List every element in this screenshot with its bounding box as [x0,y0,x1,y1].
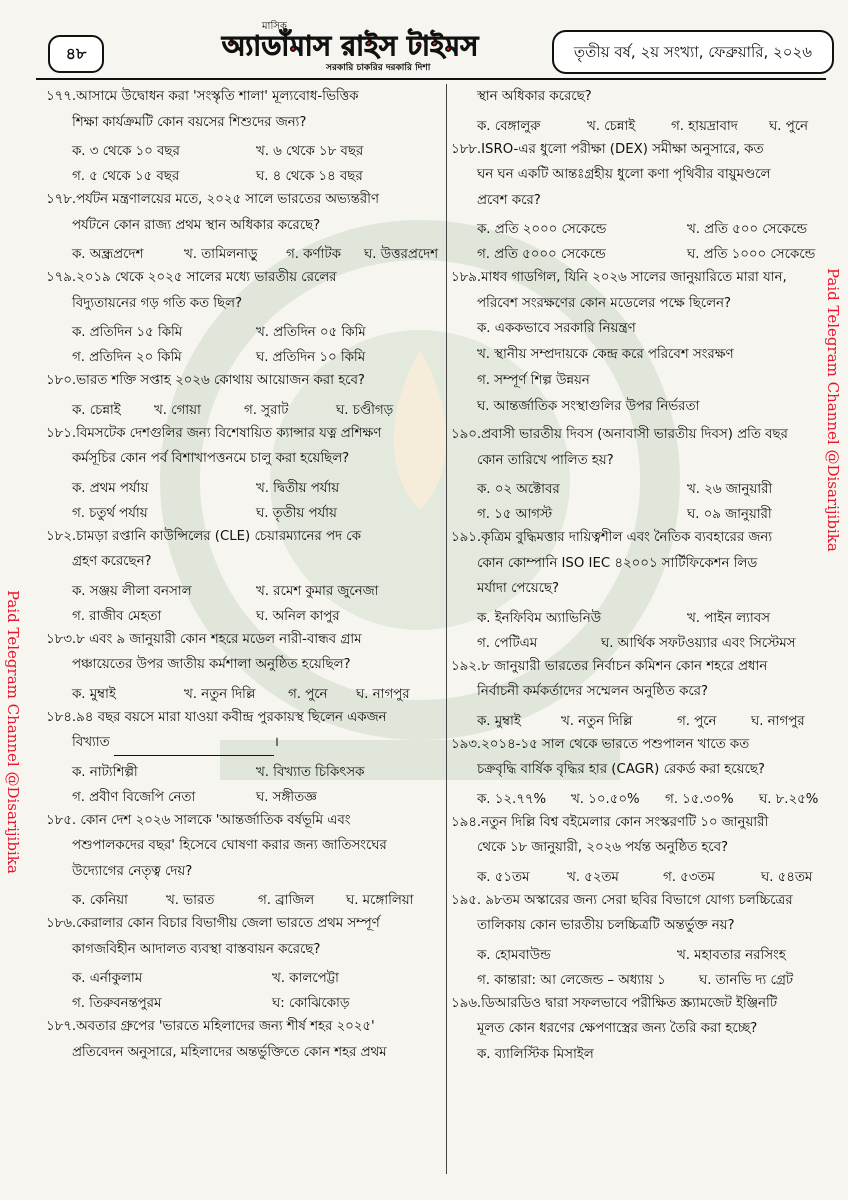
option: খ. প্রতি ৫০০ সেকেন্ডে [687,222,808,237]
question-text: গ্রহণ করেছেন? [72,554,152,569]
header-rule [36,78,826,80]
option: ক. ১২.৭৭% [477,791,547,807]
right-column [451,84,831,1070]
question-text: বিদ্যুতায়নের গড় গতি কত ছিল? [72,295,243,311]
question-187 [46,1014,444,1065]
option: খ. বিখ্যাত চিকিৎসক [256,764,365,780]
question-text: ১৯১.কৃত্রিম বুদ্ধিমত্তার দায়িত্বশীল এবং নৈতিক ব্যবহারের জন্য [451,530,773,545]
option: ক. ৫১তম [477,869,530,885]
question-text: থেকে ১৮ জানুয়ারী, ২০২৬ পর্যন্ত অনুষ্ঠিত হবে? [477,840,729,855]
option: খ. স্থানীয় সম্প্রদায়কে কেন্দ্র করে পরিবেশ সংরক্ষণ [477,347,734,362]
option: গ. ৫৩তম [663,869,715,885]
question-text: কাগজবিহীন আদালত ব্যবস্থা বাস্তবায়ন করেছে? [72,941,321,957]
option: গ. পুনে [677,713,717,729]
question-189 [451,265,831,420]
page-number: ৪৮ [48,35,104,73]
option: গ. পুনে [288,686,328,702]
question-text: পরিবেশ সংরক্ষণের কোন মডেলের পক্ষে ছিলেন? [477,295,731,311]
question-192 [451,654,831,730]
option: গ. প্রতিদিন ২০ কিমি [72,350,182,365]
option: গ. চতুর্থ পর্যায় [72,505,148,521]
question-text: পঞ্চায়েতের উপর জাতীয় কর্মশালা অনুষ্ঠিত হয়েছিল? [72,657,351,672]
question-text: কর্মসূচির কোন পর্ব বিশাখাপত্তনমে চালু করা হয়েছিল? [72,451,350,466]
question-185 [46,808,444,910]
page-header [0,0,848,82]
option: খ. ৬ থেকে ১৮ বছর [256,144,364,159]
question-text: ১৯৫. ৯৮তম অস্কারের জন্য সেরা ছবির বিভাগে যোগ্য চলচ্চিত্রের [451,892,793,908]
blank-period: । [273,735,279,750]
option: ঘ. নাগপুর [751,713,805,729]
question-text: ১৯০.প্রবাসী ভারতীয় দিবস (অনাবাসী ভারতীয় দিবস) প্রতি বছর [451,427,788,442]
column-divider [446,84,447,1174]
question-text: ১৮০.ভারত শক্তি সপ্তাহ ২০২৬ কোথায় আয়োজন করা হবে? [46,373,365,388]
option: খ. ভারত [166,893,215,908]
question-text: ১৯৩.২০১৪-১৫ সাল থেকে ভারতে পশুপালন খাতে কত [451,736,750,752]
option: খ. গোয়া [154,402,201,418]
question-183 [46,627,444,703]
option: গ. তিরুবনন্তপুরম [72,996,162,1011]
option: ক. ব্যালিস্টিক মিসাইল [477,1046,594,1062]
option: ঘ. তানভি দ্য গ্রেট [699,972,794,988]
option: গ. পেটিএম [477,635,538,651]
question-text: ঘন ঘন একটি আন্তঃগ্রহীয় ধুলো কণা পৃথিবীর বায়ুমণ্ডলে [477,167,771,182]
option: গ. ৫ থেকে ১৫ বছর [72,169,180,184]
option: ঘ. প্রতিদিন ১০ কিমি [256,350,366,365]
option: গ. কর্ণাটক [286,247,341,262]
fill-in-blank [114,741,274,756]
option: খ. ২৬ জানুয়ারী [687,482,773,497]
option: ঘ. ০৯ জানুয়ারী [687,507,772,522]
question-text: স্থান অধিকার করেছে? [477,89,592,104]
question-188 [451,137,831,264]
left-column [46,84,444,1067]
option: খ. চেন্নাই [587,118,636,134]
question-text: মূলত কোন ধরণের ক্ষেপণাস্ত্রের জন্য তৈরি করা হচ্ছে? [477,1021,758,1036]
side-watermark-left: Paid Telegram Channel @Disarijibika [4,590,22,874]
option: ক. মুম্বাই [477,713,521,729]
question-181 [46,421,444,522]
magazine-logo-title: অ্যাডাঁমাস রাইস টাইমস [222,31,479,62]
option: গ. প্রতি ৫০০০ সেকেন্ডে [477,247,606,262]
option: ঘ. তৃতীয় পর্যায় [256,505,337,521]
option: ক. হোমবাউন্ড [477,947,551,963]
question-195 [451,888,831,989]
question-177 [46,84,444,185]
question-186 [46,911,444,1012]
option: গ. রাজীব মেহতা [72,608,162,624]
question-180 [46,368,444,419]
question-text: ১৭৯.২০১৯ থেকে ২০২৫ সালের মধ্যে ভারতীয় রেলের [46,270,337,285]
option: ঘ. চণ্ডীগড় [336,402,394,418]
option: ঘ. মঙ্গোলিয়া [346,893,414,908]
question-184 [46,705,444,806]
question-text: ১৯৬.ডিআরডিও দ্বারা সফলভাবে পরীক্ষিত স্ক্র্যামজেট ইঞ্জিনটি [451,995,778,1011]
magazine-tagline: সরকারি চাকরির দরকারি দিশা [326,63,431,73]
option: খ. প্রতিদিন ০৫ কিমি [256,325,366,340]
side-watermark-right: Paid Telegram Channel @Disarijibika [824,268,842,552]
option: ক. সঞ্জয় লীলা বনসাল [72,583,192,599]
option: ঘ. ৫৪তম [761,869,813,885]
option: ক. নাট্যশিল্পী [72,764,138,780]
question-text: পশুপালকদের বছর' হিসেবে ঘোষণা করার জন্য জাতিসংঘের [72,838,387,853]
question-text: নির্বাচনী কর্মকর্তাদের সম্মেলন অনুষ্ঠিত করে? [477,684,709,699]
option: ঘ. আন্তর্জাতিক সংস্থাগুলির উপর নির্ভরতা [477,399,700,414]
question-text: প্রতিবেদন অনুসারে, মহিলাদের অন্তর্ভুক্তিতে কোন শহর প্রথম [72,1044,387,1060]
option: খ. পাইন ল্যাবস [687,610,770,626]
option: ক. প্রতিদিন ১৫ কিমি [72,325,183,340]
option: গ. ১৫ আগস্ট [477,507,552,522]
question-text: চক্রবৃদ্ধি বার্ষিক বৃদ্ধির হার (CAGR) রেকর্ড করা হয়েছে? [477,762,765,777]
option: ঘ. ৮.২৫% [759,791,819,807]
question-text: ১৮৭.অবতার গ্রুপের 'ভারতে মহিলাদের জন্য শীর্ষ শহর ২০২৫' [46,1019,375,1034]
question-193 [451,732,831,808]
option: গ. প্রবীণ বিজেপি নেতা [72,789,196,805]
option: ক. ০২ অক্টোবর [477,482,560,497]
option: ক. কেনিয়া [72,893,128,908]
question-text: ১৮৪.৯৪ বছর বয়সে মারা যাওয়া কবীন্দ্র পুরকায়স্থ ছিলেন একজন [46,709,387,725]
question-text: ১৯৪.নতুন দিল্লি বিশ্ব বইমেলার কোন সংস্করণটি ১০ জানুয়ারী [451,814,769,830]
option: ঘ. পুনে [769,118,808,134]
question-text: ১৮৯.মাধব গাডগিল, যিনি ২০২৬ সালের জানুয়ারিতে মারা যান, [451,270,787,285]
question-text: কোন তারিখে পালিত হয়? [477,452,614,468]
option: ক. ইনফিবিম অ্যাভিনিউ [477,610,601,626]
question-194 [451,810,831,886]
option: খ. নতুন দিল্লি [561,713,633,729]
question-text: বিখ্যাত [72,735,110,750]
option: ঘ. অনিল কাপুর [256,608,340,624]
option: গ. সুরাট [244,402,289,418]
option: খ. ৫২তম [567,869,619,885]
question-182 [46,524,444,625]
question-text: ১৭৭.আসামে উদ্বোধন করা 'সংস্কৃতি শালা' মূল্যবোধ-ভিত্তিক [46,89,359,104]
option: ক. চেন্নাই [72,402,121,418]
question-text: ১৮৮.ISRO-এর ধুলো পরীক্ষা (DEX) সমীক্ষা অনুসারে, কত [451,141,764,157]
magazine-frequency: মাসিক [262,21,287,32]
question-187-continued [451,84,831,135]
question-text: ১৭৮.পর্যটন মন্ত্রণালয়ের মতে, ২০২৫ সালে ভারতের অভ্যন্তরীণ [46,192,379,207]
option: ক. মুম্বাই [72,686,116,702]
issue-info: তৃতীয় বর্ষ, ২য় সংখ্যা, ফেব্রুয়ারি, ২০২৬ [552,30,834,74]
option: ক. ৩ থেকে ১০ বছর [72,144,180,159]
question-text: প্রবেশ করে? [477,192,541,208]
option: ক. এর্নাকুলাম [72,971,143,986]
question-text: ১৮২.চামড়া রপ্তানি কাউন্সিলের (CLE) চেয়ারম্যানের পদ কে [46,528,361,544]
question-text: তালিকায় কোন ভারতীয় চলচ্চিত্রটি অন্তর্ভুক্ত নয়? [477,918,735,933]
option: ক. প্রথম পর্যায় [72,480,149,496]
option: খ. মহাবতার নরসিংহ [677,947,786,963]
option: খ. রমেশ কুমার জুনেজা [256,583,379,599]
question-text: ১৮৬.কেরালার কোন বিচার বিভাগীয় জেলা ভারতে প্রথম সম্পূর্ণ [46,916,380,931]
question-text: ১৮১.বিমসটেক দেশগুলির জন্য বিশেষায়িত ক্যান্সার যত্ন প্রশিক্ষণ [46,425,382,441]
question-text: শিক্ষা কার্যক্রমটি কোন বয়সের শিশুদের জন্য? [72,114,307,130]
question-190 [451,422,831,523]
option: গ. কান্তারা: আ লেজেন্ড – অধ্যায় ১ [477,972,666,988]
question-text: ১৮৩.৮ এবং ৯ জানুয়ারী কোন শহরে মডেল নারী-বান্ধব গ্রাম [46,631,362,647]
option: খ. নতুন দিল্লি [184,686,256,702]
question-178 [46,187,444,263]
question-text: ১৮৫. কোন দেশ ২০২৬ সালকে 'আন্তর্জাতিক বর্ষভূমি এবং [46,812,351,828]
option: গ. হায়দ্রাবাদ [671,118,738,134]
question-179 [46,265,444,366]
option: গ. ১৫.৩০% [665,791,734,807]
option: ঘ. ৪ থেকে ১৪ বছর [256,169,363,184]
option: খ. তামিলনাড়ু [184,247,258,262]
option: ঘ: কোঝিকোড় [272,996,350,1011]
option: ঘ. নাগপুর [356,686,410,702]
option: ঘ. উত্তরপ্রদেশ [364,247,438,262]
option: ক. বেঙ্গালুরু [477,118,541,134]
option: খ. দ্বিতীয় পর্যায় [256,480,340,496]
question-text: পর্যটনে কোন রাজ্য প্রথম স্থান অধিকার করেছে? [72,217,321,233]
option: ক. প্রতি ২০০০ সেকেন্ডে [477,222,607,237]
option: খ. ১০.৫০% [571,791,640,807]
question-text: কোন কোম্পানি ISO IEC ৪২০০১ সার্টিফিকেশন লিড [477,555,758,571]
option: ক. এককভাবে সরকারি নিয়ন্ত্রণ [477,321,636,336]
option: ঘ. সঙ্গীতজ্ঞ [256,789,317,805]
question-text: উদ্যোগের নেতৃত্ব দেয়? [72,863,193,879]
question-text: মর্যাদা পেয়েছে? [477,581,560,596]
option: খ. কালপেট্টা [272,971,339,986]
option: ক. অন্ধ্রপ্রদেশ [72,247,144,262]
question-191 [451,525,831,652]
question-196 [451,991,831,1068]
option: গ. সম্পূর্ণ শিল্প উন্নয়ন [477,373,590,388]
option: ঘ. আর্থিক সফটওয়্যার এবং সিস্টেমস [601,635,796,651]
option: গ. ব্রাজিল [258,893,315,908]
option: ঘ. প্রতি ১০০০ সেকেন্ডে [687,247,816,262]
question-text: ১৯২.৮ জানুয়ারী ভারতের নির্বাচন কমিশন কোন শহরে প্রধান [451,658,768,674]
